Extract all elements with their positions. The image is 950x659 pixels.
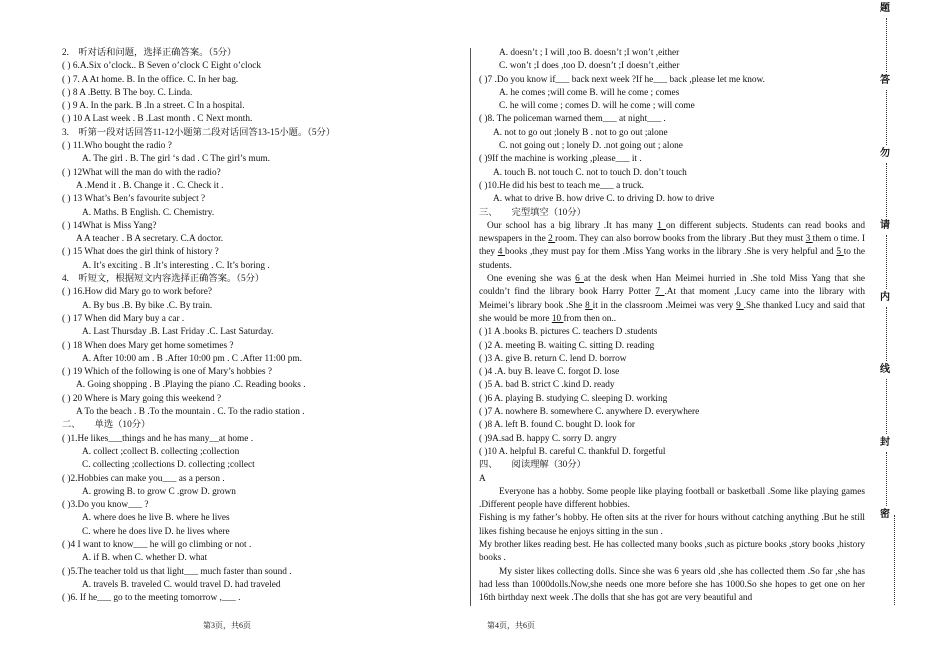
question-line: ( )7 .Do you know if___ back next week ?If he___ back ,please let me know. <box>479 74 765 85</box>
question-line: A. The girl . B. The girl ‘s dad . C The girl’s mum. <box>82 154 270 165</box>
passage-text: on different subjects. Students can read books and newspapers in the <box>479 220 865 245</box>
blank-number: 6 <box>575 274 584 285</box>
question-line: A. if B. when C. whether D. what <box>82 553 208 564</box>
question-line: ( ) 13 What’s Ben’s favourite subject ? <box>62 194 206 205</box>
question-line: ( )10 A. helpful B. careful C. thankful D. forgetful <box>479 446 666 457</box>
seal-dotted-segment <box>886 163 887 217</box>
question-line: ( ) 20 Where is Mary going this weekend ? <box>62 393 222 404</box>
question-line: ( ) 14What is Miss Yang? <box>62 220 157 231</box>
seal-char: 题 <box>880 3 890 14</box>
blank-number: 10 <box>551 313 564 324</box>
question-line: ( )9A.sad B. happy C. sorry D. angry <box>479 433 617 444</box>
question-line: A. collect ;collect B. collecting ;collection <box>82 446 240 457</box>
passage-text: Our school has a big library .It has many <box>487 220 658 231</box>
question-line: A. travels B. traveled C. would travel D. had traveled <box>82 579 281 590</box>
question-line: A. growing B. to grow C .grow D. grown <box>82 486 236 497</box>
question-line: ( ) 6.A.Six o’clock.. B Seven o’clock C Eight o’clock <box>62 61 262 72</box>
question-line: ( )8 A. left B. found C. bought D. look for <box>479 420 635 431</box>
question-line: A. where does he live B. where he lives <box>82 513 230 524</box>
question-line: ( )1.He likes___things and he has many__at home . <box>62 433 254 444</box>
question-line: ( ) 12What will the man do with the radio? <box>62 167 221 178</box>
question-line: ( ) 10 A Last week . B .Last month . C Next month. <box>62 114 253 125</box>
cloze-paragraph-1 <box>479 220 865 273</box>
question-line: 二、 单选（10分） <box>62 420 151 431</box>
seal-char: 封 <box>880 436 890 448</box>
seal-dotted-line <box>894 515 895 605</box>
seal-dotted-segment <box>886 379 887 433</box>
passage-text: them o time. I they <box>479 234 865 258</box>
question-line: A. what to drive B. how drive C. to driving D. how to drive <box>493 194 715 205</box>
question-line: ( ) 19 Which of the following is one of Mary’s hobbies ? <box>62 367 273 378</box>
question-line: ( )6 A. playing B. studying C. sleeping D. working <box>479 393 668 404</box>
question-line: A. By bus .B. By bike .C. By train. <box>82 300 213 311</box>
seal-dotted-segment <box>886 235 887 289</box>
question-line: ( )2 A. meeting B. waiting C. sitting D. reading <box>479 340 655 351</box>
seal-dotted-segment <box>886 18 887 72</box>
question-line: A. not to go out ;lonely B . not to go out ;alone <box>493 127 668 138</box>
question-line: 2. 听对话和问题，选择正确答案。（5分） <box>62 48 237 58</box>
passage-text: to the students. <box>479 247 865 271</box>
passage-text: from then on.. <box>563 313 617 324</box>
question-line: A. After 10:00 am . B .After 10:00 pm . C .After 11:00 pm. <box>82 353 302 364</box>
question-line: A. he comes ;will come B. will he come ; comes <box>499 87 680 98</box>
reading-paragraph: My brother likes reading best. He has collected many books ,such as picture books ,story books ,history books . <box>479 539 865 564</box>
blank-number: 5 <box>836 247 844 258</box>
question-line: ( ) 9 A. In the park. B .In a street. C In a hospital. <box>62 101 245 112</box>
question-line: ( )4 .A. buy B. leave C. forgot D. lose <box>479 367 620 378</box>
question-line: A A teacher . B A secretary. C.A doctor. <box>76 234 224 245</box>
question-line: ( ) 11.Who bought the radio ? <box>62 141 172 152</box>
reading-passage-a <box>479 486 865 606</box>
question-line: ( ) 17 When did Mary buy a car . <box>62 313 185 324</box>
question-line: C. won’t ;I does ,too D. doesn’t ;I doesn’t ,either <box>499 61 680 72</box>
question-line: A <box>479 473 486 484</box>
blank-number: 4 <box>497 247 506 258</box>
blank-number: 2 <box>548 234 556 245</box>
question-line: 3. 听第一段对话回答11-12小题第二段对话回答13-15小题。（5分） <box>62 127 336 138</box>
cloze-paragraph-2 <box>479 273 865 326</box>
question-line: A. doesn’t ; I will ,too B. doesn’t ;I won’t ,either <box>499 48 680 58</box>
seal-dotted-segment <box>886 452 887 506</box>
blank-number: 9 <box>736 300 744 311</box>
question-line: ( ) 8 A .Betty. B The boy. C. Linda. <box>62 87 193 98</box>
passage-text: it in the classroom .Meimei was very <box>592 300 737 311</box>
question-line: ( ) 15 What does the girl think of history ? <box>62 247 219 258</box>
right-top-questions <box>479 47 865 220</box>
seal-char: 内 <box>880 292 890 304</box>
question-line: A. It’s exciting . B .It’s interesting . C. It’s boring . <box>82 260 270 271</box>
seal-char: 答 <box>880 75 890 87</box>
question-line: ( ) 18 When does Mary get home sometimes ? <box>62 340 234 351</box>
question-line: ( ) 7. A At home. B. In the office. C. In her bag. <box>62 74 239 85</box>
seal-char: 勿 <box>880 147 890 159</box>
question-line: ( ) 16.How did Mary go to work before? <box>62 287 213 298</box>
page-number-right: 第4页，共6页 <box>487 621 535 630</box>
passage-text: .At that moment ,Lucy came into the library with Meimei’s library book .She <box>479 287 865 311</box>
question-line: A. Last Thursday .B. Last Friday .C. Last Saturday. <box>82 327 274 338</box>
question-line: ( )2.Hobbies can make you___ as a person . <box>62 473 225 484</box>
question-line: ( )6. If he___ go to the meeting tomorrow ,___ . <box>62 593 241 604</box>
question-line: ( )7 A. nowhere B. somewhere C. anywhere D. everywhere <box>479 407 700 418</box>
seal-char: 密 <box>880 509 890 520</box>
question-line: ( )9If the machine is working ,please___ it . <box>479 154 642 165</box>
question-line: C. not going out ; lonely D. .not going out ; alone <box>499 141 683 152</box>
question-line: ( )1 A .books B. pictures C. teachers D .students <box>479 327 658 338</box>
blank-number: 7 <box>655 287 665 298</box>
passage-text: at the desk when Han Meimei hurried in .She told Miss Yang that she couldn’t find the library book Harry Potter <box>479 274 865 298</box>
passage-text: room. They can also borrow books from the library .But they must <box>555 234 806 245</box>
question-line: A .Mend it . B. Change it . C. Check it . <box>76 180 224 191</box>
seal-char: 线 <box>880 364 890 376</box>
question-line: 四、 阅读理解（30分） <box>479 460 586 471</box>
question-line: A To the beach . B .To the mountain . C. To the radio station . <box>76 407 305 418</box>
question-line: ( )5.The teacher told us that light___ much faster than sound . <box>62 566 292 577</box>
question-line: 4. 听短文，根据短文内容选择正确答案。（5分） <box>62 274 265 285</box>
seal-dotted-segment <box>886 307 887 361</box>
seal-dotted-segment <box>886 90 887 144</box>
question-line: C. he will come ; comes D. will he come ; will come <box>499 101 695 112</box>
left-column <box>62 47 462 605</box>
blank-number: 1 <box>657 220 667 231</box>
passage-text: One evening she was <box>487 274 576 285</box>
right-column <box>479 47 865 605</box>
reading-paragraph: My sister likes collecting dolls. Since she was 6 years old ,she has collected them .So far ,she has had less than 1000dolls.Now,she needs one more before she has 1000.So she hopes to get one on her 16th birthday next week .The dolls that she has got are very beautiful and <box>479 566 865 604</box>
question-line: ( )3 A. give B. return C. lend D. borrow <box>479 353 627 364</box>
question-line: ( )5 A. bad B. strict C .kind D. ready <box>479 380 615 391</box>
blank-number: 3 <box>805 234 813 245</box>
reading-paragraph: Everyone has a hobby. Some people like playing football or basketball .Some like playing games .Different people have different hobbies. <box>479 486 865 511</box>
seal-char: 请 <box>880 219 890 231</box>
question-line: ( )10.He did his best to teach me___ a truck. <box>479 180 644 191</box>
question-line: 三、 完型填空（10分） <box>479 207 586 218</box>
question-line: ( )8. The policeman warned them___ at night___ . <box>479 114 666 125</box>
blank-number: 8 <box>585 300 593 311</box>
question-line: A. touch B. not touch C. not to touch D. don’t touch <box>493 167 687 178</box>
passage-text: books ,they must pay for them .Miss Yang works in the library .She is very helpful and <box>505 247 837 258</box>
passage-text: .She thanked Lucy and said that she would be more <box>479 300 866 324</box>
question-line: ( )3.Do you know___ ? <box>62 500 149 511</box>
question-line: A. Maths. B English. C. Chemistry. <box>82 207 215 218</box>
cloze-options <box>479 326 865 486</box>
question-line: ( )4 I want to know___ he will go climbing or not . <box>62 539 252 550</box>
reading-paragraph: Fishing is my father’s hobby. He often sits at the river for hours without catching anything .But he still likes fishing because he enjoys sitting in the sun . <box>479 513 865 537</box>
page-number-left: 第3页，共6页 <box>203 621 251 630</box>
question-line: A. Going shopping . B .Playing the piano .C. Reading books . <box>76 380 306 391</box>
question-line: C. where he does live D. he lives where <box>82 526 230 537</box>
question-line: C. collecting ;collections D. collecting ;collect <box>82 460 255 471</box>
column-divider <box>470 48 471 606</box>
